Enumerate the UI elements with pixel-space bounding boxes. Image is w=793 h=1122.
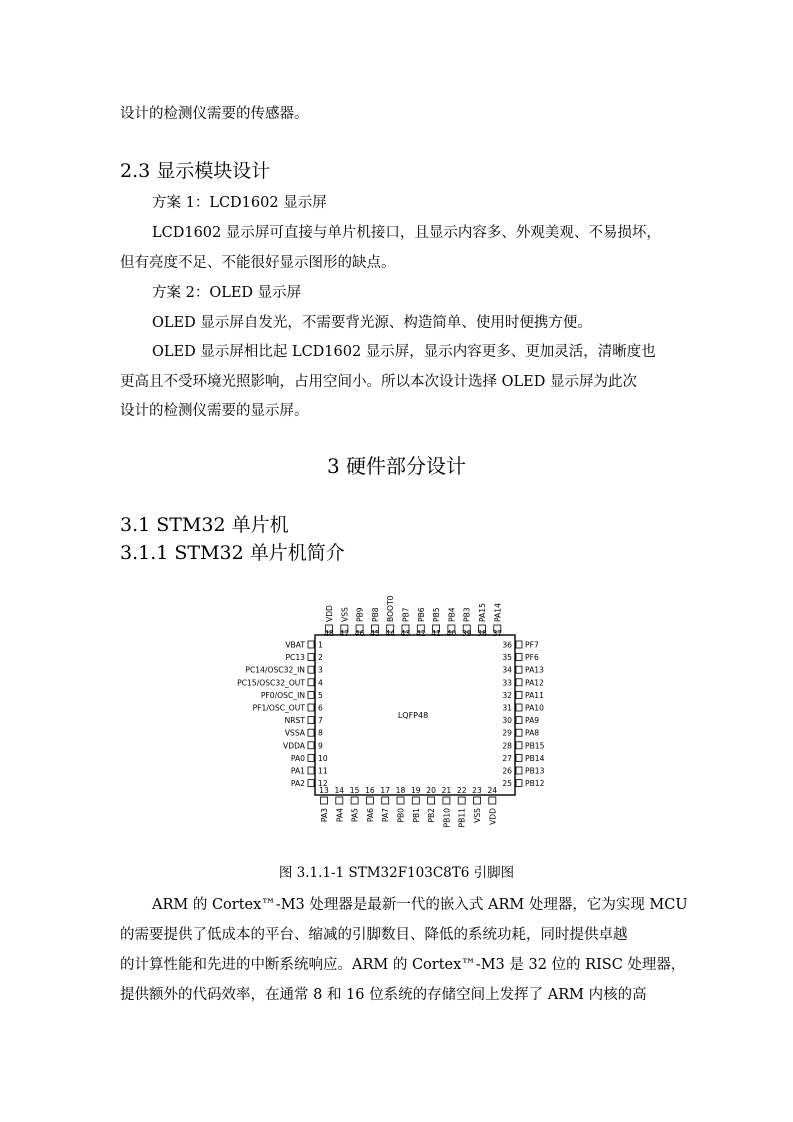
pin-number-top: 48: [324, 629, 334, 638]
pin-number-top: 43: [400, 629, 411, 638]
pin-name-bottom: PA4: [335, 808, 345, 823]
pin-name-right: PB14: [525, 753, 545, 763]
pin-name-bottom: PA5: [350, 808, 360, 823]
pin-number-bottom: 23: [472, 786, 482, 795]
pin-name-bottom: PA3: [320, 808, 329, 823]
pin-name-top: PB9: [355, 607, 365, 622]
pin-number-right: 36: [502, 640, 512, 650]
pin-number-top: 37: [492, 629, 503, 638]
text-line-5: 方案 2：OLED 显示屏: [152, 285, 302, 301]
figure-caption: 图 3.1.1-1 STM32F103C8T6 引脚图: [278, 865, 515, 881]
text-line-4: 但有亮度不足、不能很好显示图形的缺点。: [120, 255, 396, 271]
pin-number-top: 42: [415, 629, 426, 638]
pin-number-left: 2: [318, 653, 323, 663]
pin-pad-left: [308, 767, 314, 774]
text-line-2: 方案 1：LCD1602 显示屏: [152, 195, 327, 211]
pin-pad-right: [516, 742, 522, 749]
pin-name-left: PF1/OSC_OUT: [252, 703, 305, 713]
pin-pad-bottom: [382, 797, 389, 804]
pin-name-left: PC15/OSC32_OUT: [237, 678, 305, 688]
pin-pad-left: [308, 654, 314, 661]
stm32-pinout-diagram: [200, 580, 580, 858]
pin-number-bottom: 20: [426, 786, 436, 795]
pin-name-bottom: PA7: [381, 808, 391, 823]
pin-pad-left: [308, 666, 314, 673]
pin-pad-right: [516, 704, 522, 711]
pin-pad-left: [308, 691, 314, 698]
pin-name-bottom: PB0: [396, 808, 406, 823]
pin-name-top: PB7: [401, 607, 411, 622]
pin-name-right: PB12: [525, 779, 545, 789]
pin-number-bottom: 22: [456, 786, 467, 795]
pin-name-right: PA9: [525, 716, 540, 726]
package-label: LQFP48: [397, 711, 429, 720]
pin-number-right: 35: [502, 653, 512, 663]
pin-pad-right: [516, 691, 522, 698]
pin-pad-bottom: [474, 797, 481, 804]
pin-number-top: 45: [370, 629, 380, 638]
pin-pad-left: [308, 717, 314, 724]
pin-pad-right: [516, 679, 522, 686]
pin-number-top: 41: [431, 629, 441, 638]
text-line-11: 的需要提供了低成本的平台、缩减的引脚数目、降低的系统功耗，同时提供卓越: [120, 927, 628, 943]
heading-3-1: 3.1 STM32 单片机: [120, 514, 289, 536]
pin-name-left: VBAT: [285, 640, 305, 650]
pin-pad-right: [516, 666, 522, 673]
pin-pad-right: [516, 767, 522, 774]
pin-number-right: 30: [502, 716, 512, 726]
pin-pad-right: [516, 729, 522, 736]
pin-number-bottom: 15: [349, 786, 360, 795]
pin-name-top: PB4: [447, 607, 457, 622]
pin-number-top: 39: [461, 629, 472, 638]
text-line-8: 更高且不受环境光照影响，占用空间小。所以本次设计选择 OLED 显示屏为此次: [120, 374, 637, 390]
pin-number-top: 47: [339, 629, 350, 638]
pin-number-left: 5: [318, 690, 323, 700]
pin-number-left: 12: [318, 779, 328, 789]
pin-name-bottom: VDD: [488, 808, 498, 825]
pin-name-left: PC13: [285, 653, 305, 663]
pin-number-right: 29: [502, 728, 512, 738]
heading-3-1-1: 3.1.1 STM32 单片机简介: [120, 542, 345, 564]
pin-number-right: 31: [502, 703, 512, 713]
pin-number-left: 8: [318, 728, 323, 738]
pin-name-top: VSS: [340, 607, 350, 622]
pin-name-left: VDDA: [283, 741, 305, 751]
pin-name-left: PA0: [290, 753, 305, 763]
pin-name-left: PA2: [290, 779, 305, 789]
text-line-13: 提供额外的代码效率，在通常 8 和 16 位系统的存储空间上发挥了 ARM 内核的高: [120, 987, 647, 1003]
pin-pad-left: [308, 729, 314, 736]
pin-name-right: PA11: [525, 690, 544, 700]
pin-number-bottom: 19: [410, 786, 421, 795]
pin-number-left: 4: [318, 678, 323, 688]
pin-pad-bottom: [428, 797, 435, 804]
text-line-7: OLED 显示屏相比起 LCD1602 显示屏，显示内容更多、更加灵活，清晰度也: [152, 344, 656, 360]
pin-pad-bottom: [458, 797, 465, 804]
pin-number-right: 32: [502, 690, 512, 700]
text-line-6: OLED 显示屏自发光，不需要背光源、构造简单、使用时便携方便。: [152, 315, 592, 331]
pin-name-top: BOOT0: [386, 595, 396, 622]
text-line-3: LCD1602 显示屏可直接与单片机接口，且显示内容多、外观美观、不易损坏，: [152, 225, 661, 241]
pin-pad-right: [516, 717, 522, 724]
pin-name-bottom: PB10: [442, 808, 452, 828]
chapter-3-heading: 3 硬件部分设计: [326, 454, 467, 478]
pin-number-left: 11: [318, 766, 328, 776]
text-line-9: 设计的检测仪需要的显示屏。: [120, 403, 309, 419]
pin-number-bottom: 14: [334, 786, 345, 795]
pin-name-bottom: PA6: [365, 808, 375, 823]
pin-name-right: PA12: [525, 678, 544, 688]
pin-number-right: 34: [502, 665, 512, 675]
pin-name-bottom: VSS: [473, 808, 482, 823]
text-line-1: 设计的检测仪需要的传感器。: [120, 106, 309, 122]
pin-name-left: VSSA: [284, 728, 305, 738]
pin-pad-bottom: [443, 797, 450, 804]
pin-pad-left: [308, 679, 314, 686]
pin-number-right: 26: [502, 766, 512, 776]
pin-number-right: 25: [502, 779, 512, 789]
pin-name-bottom: PB1: [411, 808, 421, 823]
pin-pad-right: [516, 780, 522, 787]
pin-name-top: VDD: [325, 605, 334, 622]
pin-name-right: PB15: [525, 741, 545, 751]
pin-number-left: 6: [318, 703, 323, 713]
pin-number-bottom: 18: [395, 786, 406, 795]
pin-name-top: PB3: [462, 607, 472, 622]
pin-number-right: 28: [502, 741, 512, 751]
pin-number-left: 10: [318, 753, 328, 763]
pin-pad-left: [308, 742, 314, 749]
pin-number-top: 46: [354, 629, 365, 638]
pin-name-right: PA10: [525, 703, 544, 713]
pin-number-right: 33: [502, 678, 512, 688]
pin-number-bottom: 24: [487, 786, 498, 795]
pin-name-left: PF0/OSC_IN: [260, 690, 305, 700]
pin-pad-bottom: [397, 797, 404, 804]
pin-number-left: 1: [318, 640, 323, 650]
pinout-content: [237, 595, 544, 827]
pin-pad-left: [308, 641, 314, 648]
pin-name-top: PA14: [493, 603, 503, 622]
pin-number-bottom: 21: [441, 786, 452, 795]
pin-pad-left: [308, 754, 314, 761]
pin-number-bottom: 17: [380, 786, 391, 795]
pin-pad-bottom: [366, 797, 373, 804]
heading-2-3: 2.3 显示模块设计: [120, 160, 271, 182]
text-line-10: ARM 的 Cortex™-M3 处理器是最新一代的嵌入式 ARM 处理器，它为实现 MCU: [152, 897, 688, 913]
pin-pad-right: [516, 641, 522, 648]
pin-name-right: PF7: [525, 640, 539, 650]
pin-pad-left: [308, 780, 314, 787]
pin-name-top: PB6: [416, 607, 426, 622]
pin-number-bottom: 16: [365, 786, 375, 795]
pin-name-top: PB8: [370, 607, 380, 622]
pin-number-top: 44: [385, 629, 396, 638]
pin-name-right: PF6: [525, 653, 539, 663]
pin-number-left: 3: [318, 665, 323, 675]
pin-name-left: PC14/OSC32_IN: [245, 665, 305, 675]
pin-number-top: 38: [477, 629, 487, 638]
pin-name-bottom: PB2: [427, 808, 437, 823]
pin-name-right: PA13: [525, 665, 544, 675]
pin-number-left: 7: [318, 716, 323, 726]
text-line-12: 的计算性能和先进的中断系统响应。ARM 的 Cortex™-M3 是 32 位的 RISC 处理器，: [120, 957, 686, 973]
pin-number-top: 40: [446, 629, 457, 638]
pin-number-left: 9: [318, 741, 323, 751]
pin-number-bottom: 13: [319, 786, 329, 795]
pin-pad-bottom: [489, 797, 496, 804]
pin-pad-right: [516, 654, 522, 661]
pin-name-bottom: PB11: [457, 808, 467, 828]
pin-name-left: PA1: [290, 766, 305, 776]
pin-pad-bottom: [336, 797, 343, 804]
pin-pad-left: [308, 704, 314, 711]
pin-number-right: 27: [502, 753, 512, 763]
pin-name-right: PA8: [525, 728, 540, 738]
pin-pad-right: [516, 754, 522, 761]
pin-name-left: NRST: [284, 716, 305, 726]
pin-name-top: PB5: [432, 607, 442, 622]
pin-pad-bottom: [412, 797, 419, 804]
pin-name-right: PB13: [525, 766, 545, 776]
pin-name-top: PA15: [478, 603, 487, 622]
pin-pad-bottom: [351, 797, 358, 804]
pin-pad-bottom: [321, 797, 328, 804]
